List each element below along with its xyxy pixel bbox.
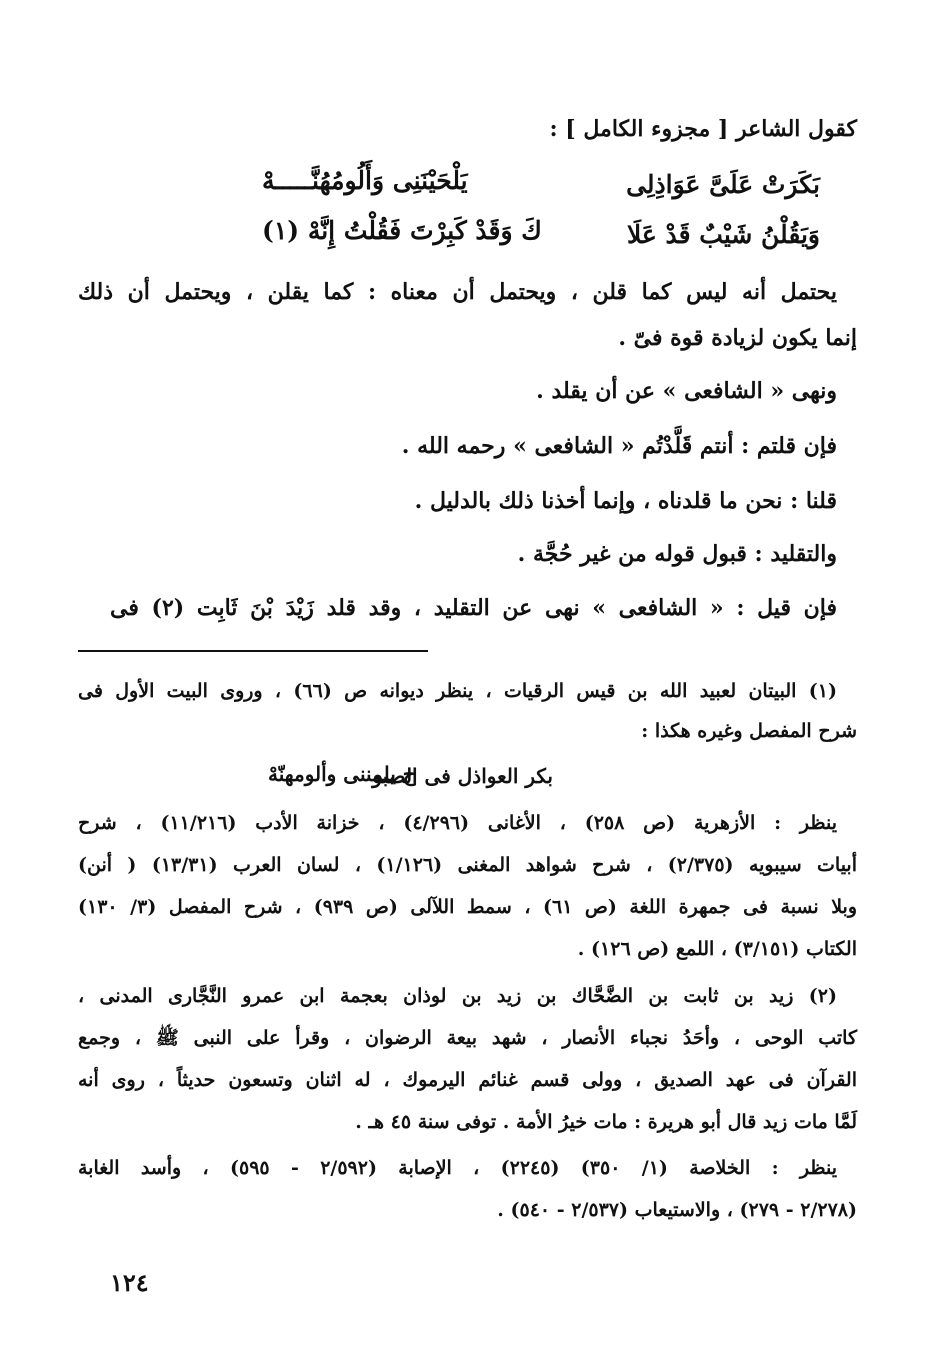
footnote-1-references-line-1: ينظر : الأزهرية (ص ٢٥٨) ، الأغانى (٤/٢٩٦) ، خزانة الأدب (١١/٢١٦) ، شرح [78, 812, 838, 834]
footnote-2-line-4: لَمَّا مات زيد قال أبو هريرة : مات خيرُ الأمة . توفى سنة ٤٥ هـ . [355, 1111, 857, 1133]
footnote-2-references-line-1: ينظر : الخلاصة (١/ ٣٥٠) (٢٢٤٥) ، الإصابة (٢/٥٩٢ - ٥٩٥) ، وأسد الغابة [78, 1157, 838, 1179]
footnote-1-references-line-4: الكتاب (٣/١٥١) ، اللمع (ص ١٢٦) . [577, 938, 857, 960]
paragraph-6: فإن قيل : « الشافعى » نهى عن التقليد ، وقد قلد زَيْدَ بْنَ ثَابِت (٢) فى [110, 595, 837, 621]
footnote-2-references-line-2: (٢/٢٧٨ - ٢٧٩) ، والاستيعاب (٢/٥٣٧ - ٥٤٠) . [497, 1199, 857, 1221]
verse-intro: كقول الشاعر [ مجزوء الكامل ] : [549, 116, 857, 142]
footnote-2-line-3: القرآن فى عهد الصديق ، وولى قسم غنائم اليرموك ، له اثنان وتسعون حديثاً ، روى أنه [78, 1069, 857, 1091]
verse2-first-hemistich: وَيَقُلْنُ شَيْبٌ قَدْ عَلَا [626, 220, 820, 249]
paragraph-1-line-2: إنما يكون لزيادة قوة فىّ . [618, 325, 857, 351]
footnote-separator [78, 650, 428, 652]
page-number: ١٢٤ [110, 1268, 149, 1297]
verse1-first-hemistich: بَكَرَتْ عَلَىَّ عَوَاذِلِى [626, 170, 820, 199]
paragraph-1-line-1: يحتمل أنه ليس كما قلن ، ويحتمل أن معناه : كما يقلن ، ويحتمل أن ذلك [78, 279, 837, 305]
verse2-second-hemistich: كَ وَقَدْ كَبِرْتَ فَقُلْتُ إِنَّهْ (١) [262, 216, 542, 245]
paragraph-2: ونهى « الشافعى » عن أن يقلد . [536, 378, 837, 404]
footnote-1-references-line-3: وبلا نسبة فى جمهرة اللغة (ص ٦١) ، سمط اللآلى (ص ٩٣٩) ، شرح المفصل (٣/ ١٣٠) [78, 896, 857, 918]
footnote-1-references-line-2: أبيات سيبويه (٢/٣٧٥) ، شرح شواهد المغنى (١/١٢٦) ، لسان العرب (١٣/٣١) ( أنن) [78, 854, 858, 876]
footnote-1-verse-first: بكر العواذل فى الصبو [372, 764, 553, 788]
footnote-1-line-1: (١) البيتان لعبيد الله بن قيس الرقيات ، ينظر ديوانه ص (٦٦) ، وروى البيت الأول فى [78, 680, 837, 702]
footnote-1-line-2: شرح المفصل وغيره هكذا : [641, 720, 857, 742]
verse1-second-hemistich: يَلْحَيْنَنِى وَأَلُومُهُنَّـــــهْ [262, 166, 468, 195]
footnote-1-verse-second: ح يلمننى وألومهنّهْ [268, 762, 416, 786]
paragraph-4: قلنا : نحن ما قلدناه ، وإنما أخذنا ذلك بالدليل . [414, 488, 837, 514]
footnote-2-line-2: كاتب الوحى ، وأحَدُ نجباء الأنصار ، شهد بيعة الرضوان ، وقرأ على النبى ﷺ ، وجمع [78, 1027, 857, 1049]
footnote-2-line-1: (٢) زيد بن ثابت بن الضَّحَّاك بن زيد بن لوذان بعجمة ابن عمرو النَّجَّارى المدنى ، [78, 985, 837, 1007]
paragraph-3: فإن قلتم : أنتم قَلَّدْتُم « الشافعى » رحمه الله . [401, 433, 837, 459]
paragraph-5: والتقليد : قبول قوله من غير حُجَّة . [517, 541, 837, 567]
